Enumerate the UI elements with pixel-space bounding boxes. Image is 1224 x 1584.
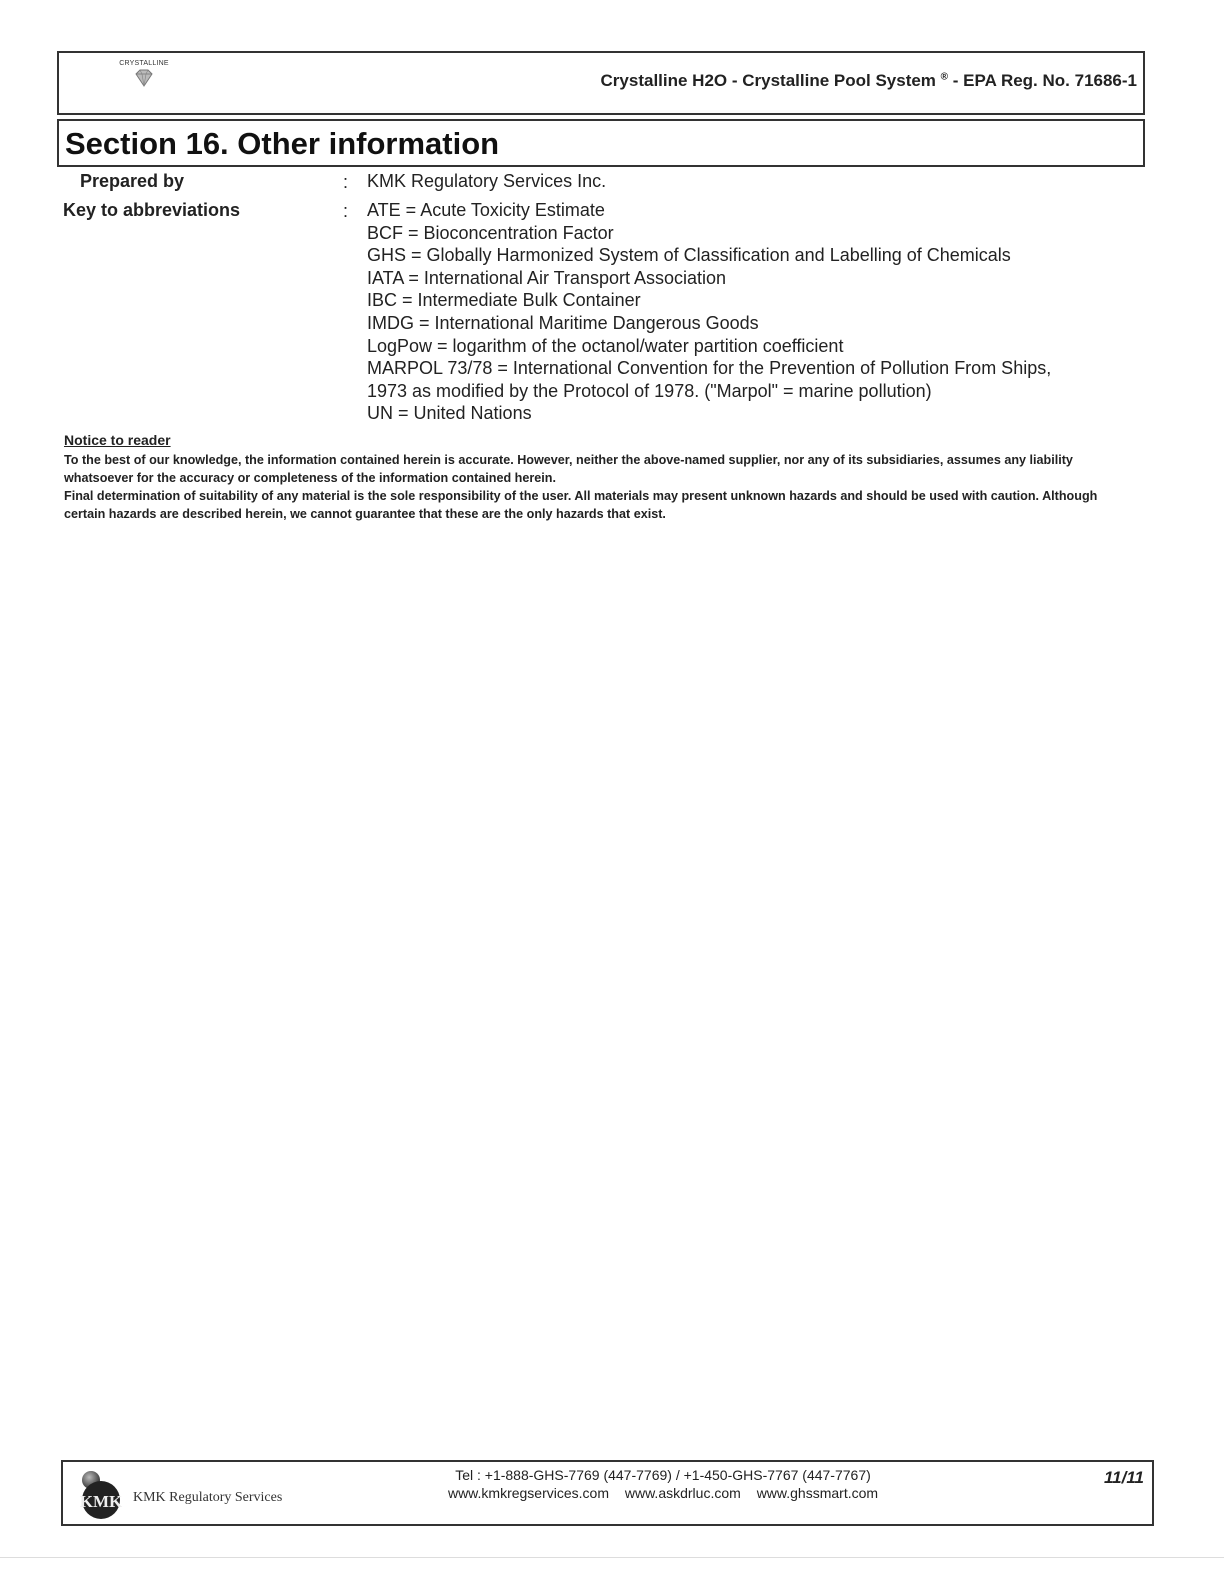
footer-websites — [403, 1484, 923, 1502]
section-title: Section 16. Other information — [65, 126, 500, 161]
notice-paragraph-1: To the best of our knowledge, the information contained herein is accurate. However, neither the above-named supplier, nor any of its subsidiaries, assumes any liability whatsoever for the accuracy or completeness of the information contained herein. — [64, 453, 1073, 485]
header-title-main: Crystalline H2O - Crystalline Pool System — [600, 71, 936, 90]
notice-title: Notice to reader — [64, 432, 171, 448]
prepared-by-label: Prepared by — [80, 171, 185, 191]
abbreviation-item: LogPow = logarithm of the octanol/water partition coefficient — [367, 335, 844, 356]
crystalline-logo — [119, 60, 169, 87]
abbreviation-item: IBC = Intermediate Bulk Container — [367, 290, 641, 311]
abbreviation-item: BCF = Bioconcentration Factor — [367, 222, 614, 243]
registered-mark: ® — [940, 71, 949, 83]
header-title — [601, 71, 1137, 91]
abbreviation-item: IATA = International Air Transport Association — [367, 267, 727, 288]
footer-contact — [403, 1466, 923, 1502]
section-header — [57, 119, 1145, 167]
header-epa-reg: - EPA Reg. No. 71686-1 — [948, 71, 1137, 90]
logo-letters: KMK — [79, 1492, 123, 1511]
abbreviation-item: UN = United Nations — [367, 403, 532, 424]
document-header — [57, 51, 1145, 115]
gem-icon — [133, 69, 155, 87]
abbreviations-colon: : — [343, 201, 349, 221]
website-link[interactable]: www.askdrluc.com — [624, 1485, 741, 1501]
abbreviation-item: IMDG = International Maritime Dangerous Goods — [367, 312, 759, 333]
abbreviation-item: ATE = Acute Toxicity Estimate — [367, 200, 605, 220]
abbreviation-item: GHS = Globally Harmonized System of Classification and Labelling of Chemicals — [367, 245, 1011, 266]
logo-text: CRYSTALLINE — [119, 60, 169, 67]
abbreviation-item: 1973 as modified by the Protocol of 1978. ("Marpol" = marine pollution) — [367, 380, 932, 401]
page-number: 11/11 — [1103, 1468, 1144, 1487]
footer-company: KMK Regulatory Services — [133, 1490, 283, 1505]
footer-tel: Tel : +1-888-GHS-7769 (447-7769) / +1-450-GHS-7767 (447-7767) — [455, 1467, 871, 1483]
prepared-by-value: KMK Regulatory Services Inc. — [367, 171, 607, 191]
abbreviations-label: Key to abbreviations — [63, 200, 241, 220]
page-edge-line — [0, 1557, 1224, 1558]
abbreviations-list — [367, 199, 1127, 425]
website-link[interactable]: www.ghssmart.com — [756, 1485, 879, 1501]
document-footer — [61, 1460, 1154, 1526]
notice-paragraph-2: Final determination of suitability of any material is the sole responsibility of the user. All materials may present unknown hazards and should be used with caution. Although certain hazards are described herein, we cannot guarantee that these are the only hazards that exist. — [64, 489, 1098, 521]
prepared-by-colon: : — [343, 172, 349, 192]
notice-body — [64, 451, 1134, 523]
website-link[interactable]: www.kmkregservices.com — [447, 1485, 609, 1501]
kmk-logo-icon — [77, 1468, 129, 1522]
abbreviation-item: MARPOL 73/78 = International Convention for the Prevention of Pollution From Ships, — [367, 358, 1052, 379]
